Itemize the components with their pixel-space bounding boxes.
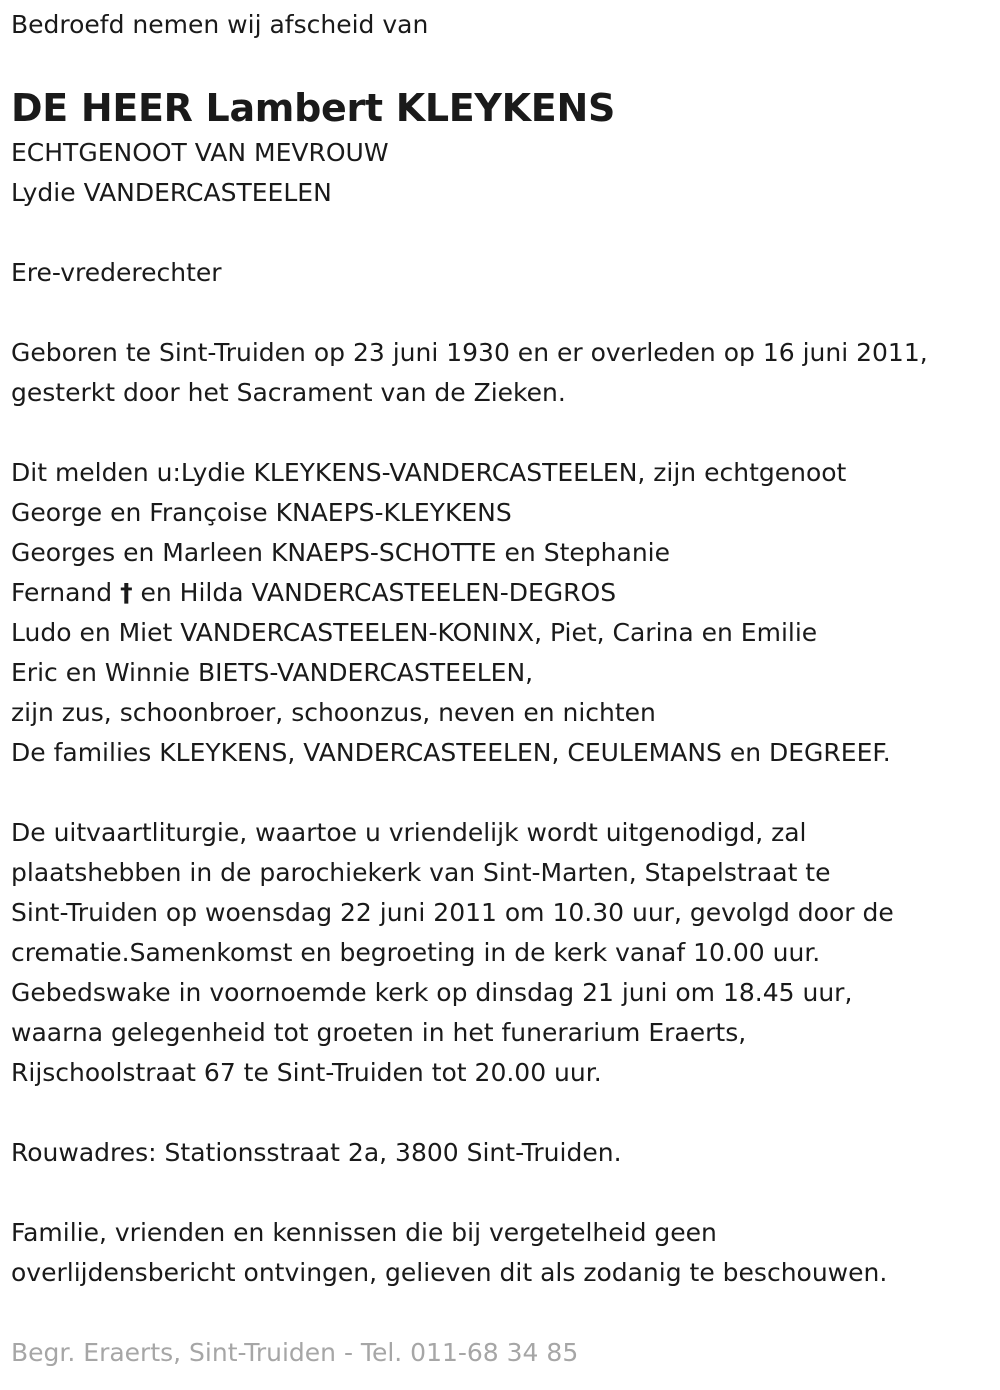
spacer	[11, 413, 991, 453]
family-line-part: Fernand	[11, 578, 121, 607]
funeral-home-footer: Begr. Eraerts, Sint-Truiden - Tel. 011-68 34 85	[11, 1338, 579, 1367]
ceremony-line: plaatshebben in de parochiekerk van Sint-Marten, Stapelstraat te	[11, 858, 831, 887]
closing-line: overlijdensbericht ontvingen, gelieven dit als zodanig te beschouwen.	[11, 1258, 888, 1287]
spacer	[11, 293, 991, 333]
ceremony-line: Rijschoolstraat 67 te Sint-Truiden tot 20.00 uur.	[11, 1058, 602, 1087]
family-line: Ludo en Miet VANDERCASTEELEN-KONINX, Piet, Carina en Emilie	[11, 618, 818, 647]
family-line: George en Françoise KNAEPS-KLEYKENS	[11, 498, 512, 527]
spacer	[11, 1293, 991, 1333]
obituary-notice	[11, 0, 991, 1373]
ceremony-line: Gebedswake in voornoemde kerk op dinsdag 21 juni om 18.45 uur,	[11, 978, 853, 1007]
family-line-part: en Hilda VANDERCASTEELEN-DEGROS	[132, 578, 617, 607]
family-line: zijn zus, schoonbroer, schoonzus, neven en nichten	[11, 698, 656, 727]
closing-line: Familie, vrienden en kennissen die bij vergetelheid geen	[11, 1218, 717, 1247]
deceased-name: DE HEER Lambert KLEYKENS	[11, 86, 616, 130]
ceremony-line: waarna gelegenheid tot groeten in het funerarium Eraerts,	[11, 1018, 747, 1047]
spacer	[11, 213, 991, 253]
family-line: Eric en Winnie BIETS-VANDERCASTEELEN,	[11, 658, 534, 687]
ceremony-line: crematie.Samenkomst en begroeting in de kerk vanaf 10.00 uur.	[11, 938, 821, 967]
birth-death-line: gesterkt door het Sacrament van de Zieken.	[11, 378, 566, 407]
spouse-label: ECHTGENOOT VAN MEVROUW	[11, 138, 389, 167]
spacer	[11, 1093, 991, 1133]
family-line: De families KLEYKENS, VANDERCASTEELEN, CEULEMANS en DEGREEF.	[11, 738, 891, 767]
cross-icon: †	[120, 578, 133, 607]
closing-paragraph	[11, 1213, 991, 1293]
family-list	[11, 453, 991, 773]
spacer	[11, 1173, 991, 1213]
ceremony-line: Sint-Truiden op woensdag 22 juni 2011 om 10.30 uur, gevolgd door de	[11, 898, 894, 927]
spouse-name: Lydie VANDERCASTEELEN	[11, 178, 332, 207]
mourning-address: Rouwadres: Stationsstraat 2a, 3800 Sint-Truiden.	[11, 1138, 622, 1167]
family-line: Georges en Marleen KNAEPS-SCHOTTE en Stephanie	[11, 538, 670, 567]
ceremony-line: De uitvaartliturgie, waartoe u vriendelijk wordt uitgenodigd, zal	[11, 818, 807, 847]
ceremony-paragraph	[11, 813, 991, 1093]
family-line: Dit melden u:Lydie KLEYKENS-VANDERCASTEELEN, zijn echtgenoot	[11, 458, 847, 487]
birth-death-line: Geboren te Sint-Truiden op 23 juni 1930 en er overleden op 16 juni 2011,	[11, 338, 928, 367]
intro-text: Bedroefd nemen wij afscheid van	[11, 10, 429, 39]
honorary-title: Ere-vrederechter	[11, 258, 222, 287]
spacer	[11, 773, 991, 813]
family-line	[11, 573, 991, 613]
